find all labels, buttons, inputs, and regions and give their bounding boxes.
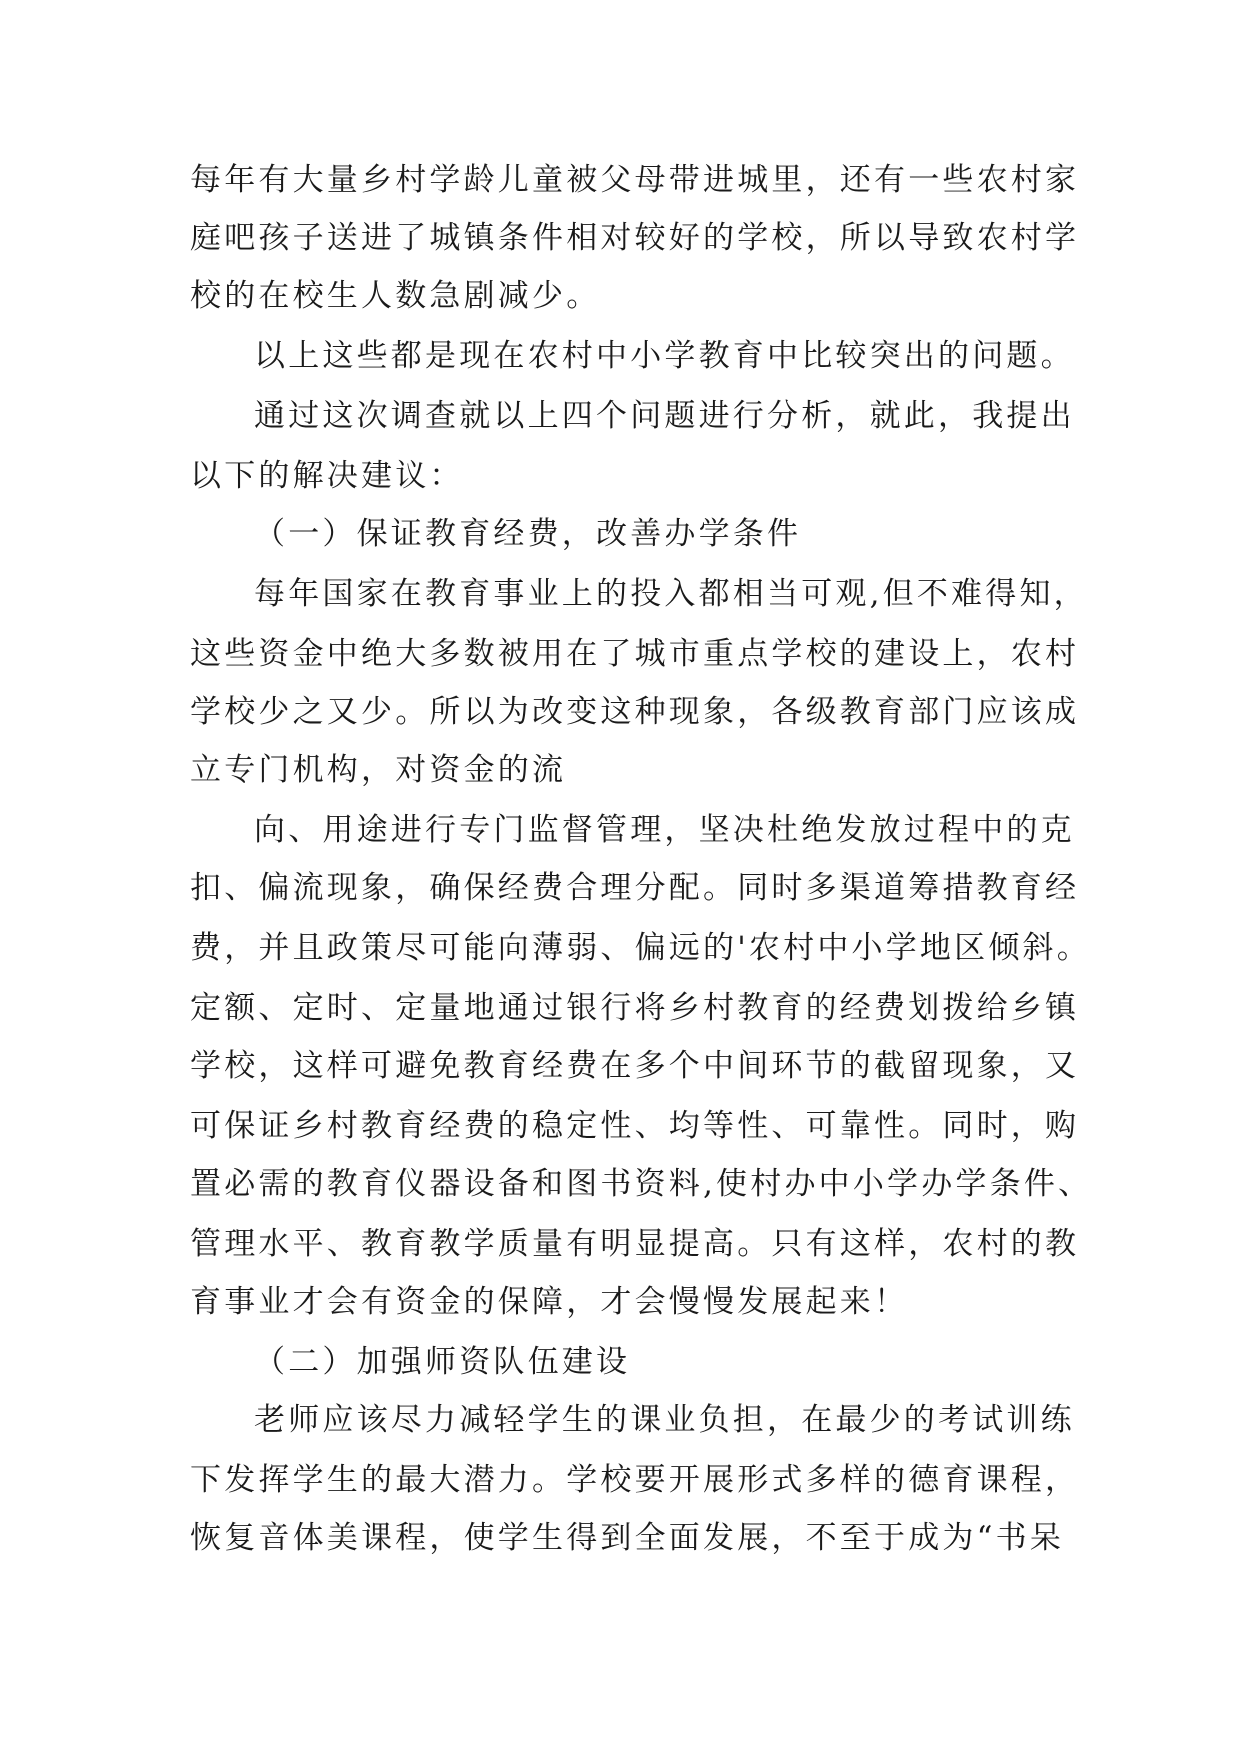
text-line: 校的在校生人数急剧减少。: [190, 278, 601, 314]
text-line: 费，并且政策尽可能向薄弱、偏远的'农村中小学地区倾斜。: [190, 930, 1091, 966]
paragraph-line: 每年国家在教育事业上的投入都相当可观,但不难得知，: [254, 576, 1088, 612]
paragraph-line: 老师应该尽力减轻学生的课业负担，在最少的考试训练: [254, 1402, 1075, 1438]
text-line: 学校少之又少。所以为改变这种现象，各级教育部门应该成: [190, 694, 1080, 730]
paragraph-line: 以上这些都是现在农村中小学教育中比较突出的问题。: [254, 338, 1075, 374]
text-line: 每年有大量乡村学龄儿童被父母带进城里，还有一些农村家: [190, 162, 1080, 198]
section-heading-2: （二）加强师资队伍建设: [254, 1344, 631, 1380]
text-line: 这些资金中绝大多数被用在了城市重点学校的建设上，农村: [190, 636, 1080, 672]
text-line: 置必需的教育仪器设备和图书资料,使村办中小学办学条件、: [190, 1166, 1093, 1202]
text-line: 可保证乡村教育经费的稳定性、均等性、可靠性。同时，购: [190, 1108, 1080, 1144]
text-line: 学校，这样可避免教育经费在多个中间环节的截留现象，又: [190, 1048, 1080, 1084]
text-line: 庭吧孩子送进了城镇条件相对较好的学校，所以导致农村学: [190, 220, 1080, 256]
text-line: 育事业才会有资金的保障，才会慢慢发展起来！: [190, 1284, 909, 1320]
text-line: 扣、偏流现象，确保经费合理分配。同时多渠道筹措教育经: [190, 870, 1080, 906]
paragraph-line: 向、用途进行专门监督管理，坚决杜绝发放过程中的克: [254, 812, 1075, 848]
text-line: 立专门机构，对资金的流: [190, 752, 567, 788]
paragraph-line: 通过这次调查就以上四个问题进行分析，就此，我提出: [254, 398, 1075, 434]
section-heading-1: （一）保证教育经费，改善办学条件: [254, 516, 802, 552]
text-line: 定额、定时、定量地通过银行将乡村教育的经费划拨给乡镇: [190, 990, 1080, 1026]
text-line: 下发挥学生的最大潜力。学校要开展形式多样的德育课程，: [190, 1462, 1080, 1498]
text-line: 恢复音体美课程，使学生得到全面发展，不至于成为“书呆: [190, 1520, 1065, 1556]
text-line: 以下的解决建议：: [190, 458, 464, 494]
text-line: 管理水平、教育教学质量有明显提高。只有这样，农村的教: [190, 1226, 1080, 1262]
